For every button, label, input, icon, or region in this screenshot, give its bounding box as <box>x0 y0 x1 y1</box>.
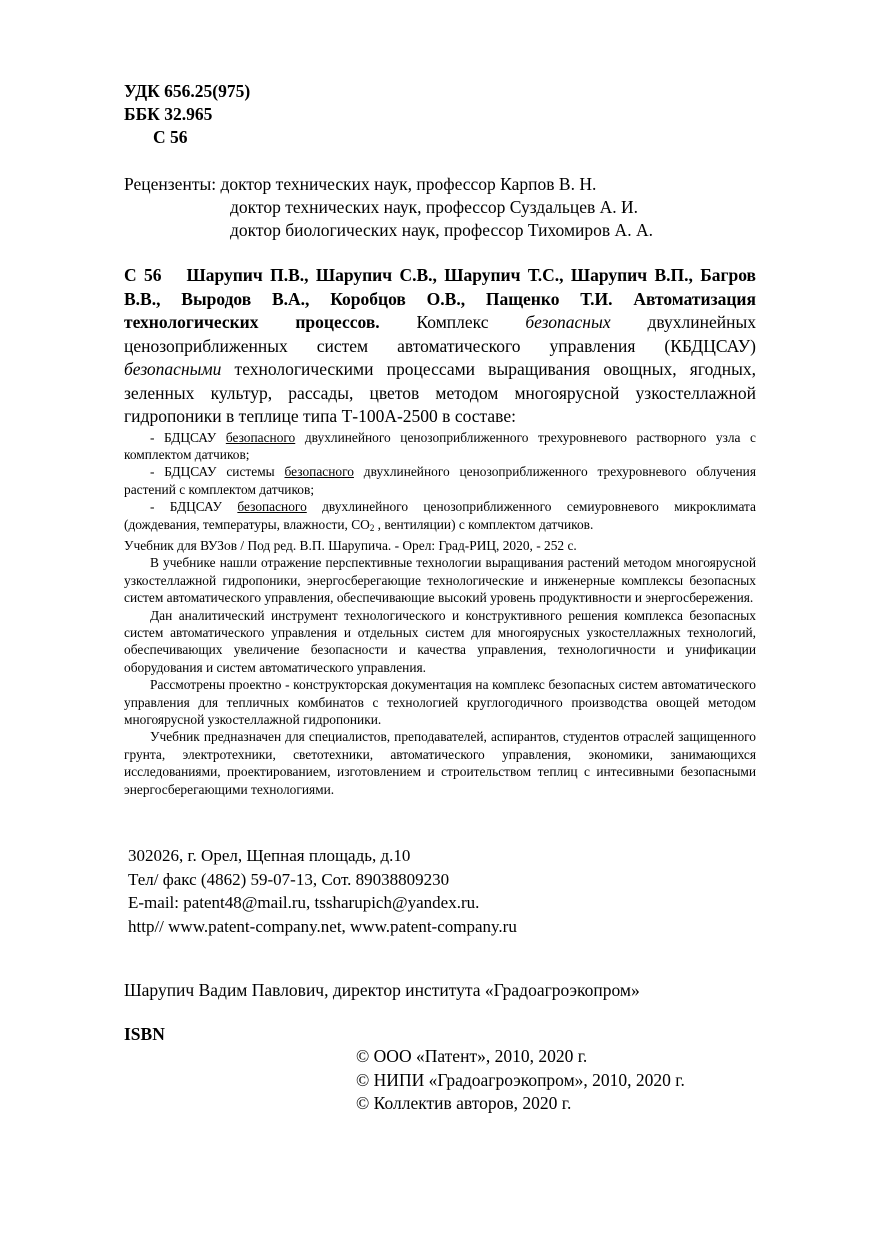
description-text: двухлинейных ценозоприближенных систем автоматического управления (КБДЦСАУ) <box>124 312 756 356</box>
abstract-heading <box>124 264 756 429</box>
copyright-line: © НИПИ «Градоагроэкопром», 2010, 2020 г. <box>356 1069 685 1090</box>
reviewers-block <box>124 173 824 242</box>
address: 302026, г. Орел, Щепная площадь, д.10 <box>128 846 411 865</box>
classification-codes <box>124 80 756 149</box>
phone: Тел/ факс (4862) 59-07-13, Сот. 89038809230 <box>128 869 450 889</box>
authors: Шарупич П.В., Шарупич С.В., Шарупич Т.С., Шарупич В.П., Багров В.В., Выродов В.А., Коробцов О.В., Пащенко Т.И. <box>124 265 756 309</box>
author-mark: С 56 <box>153 127 188 147</box>
publisher-note: Учебник для ВУЗов / Под ред. В.П. Шарупича. - Орел: Град-РИЦ, 2020, - 252 с. <box>124 537 577 553</box>
paragraph: В учебнике нашли отражение перспективные технологии выращивания растений методом многоярусной узкостеллажной гидропоники, энергосберегающие технологические и инженерные комплексы безопасных систем автоматического управления, обеспечивающие высокий уровень продуктивности и энергосбережения. <box>124 555 756 606</box>
paragraph: Учебник предназначен для специалистов, преподавателей, аспирантов, студентов отраслей защищенного грунта, электротехники, светотехники, автоматического управления, экономики, занимающихся исследованиями, проектированием, изготовлением и строительством теплиц с интесивными безопасными энергосберегающими технологиями. <box>124 729 756 797</box>
isbn-label: ISBN <box>124 1024 165 1044</box>
abstract-block <box>124 264 756 798</box>
description-emphasis: безопасных <box>525 312 611 332</box>
copyright-block <box>356 1045 836 1116</box>
components-list <box>124 429 756 799</box>
director-line: Шарупич Вадим Павлович, директор института «Градоагроэкопром» <box>124 980 640 1000</box>
copyright-line: © Коллектив авторов, 2020 г. <box>356 1093 572 1113</box>
udk-code: УДК 656.25(975) <box>124 81 251 101</box>
paragraph: Дан аналитический инструмент технологического и конструктивного решения комплекса безопасных систем автоматического управления и отдельных систем для многоярусных узкостеллажных технологий, обеспечивающих увеличение безопасности и качества управления, технологичности и унификации оборудования и систем автоматического управления. <box>124 607 756 675</box>
description-emphasis: безопасными <box>124 359 222 379</box>
description-text: технологическими процессами выращивания овощных, ягодных, зеленных культур, рассады, цветов методом многоярусной узкостеллажной гидропоники в теплице типа Т-100А-2500 в составе: <box>124 359 756 426</box>
abstract-code: С 56 <box>124 265 162 285</box>
list-item: - БДЦСАУ безопасного двухлинейного ценозоприближенного трехуровневого растворного узла с комплектом датчиков; <box>124 429 756 462</box>
bbk-code: ББК 32.965 <box>124 104 213 124</box>
contacts-block <box>128 844 828 938</box>
list-item: - БДЦСАУ системы безопасного двухлинейного ценозоприближенного трехуровневого облучения растений с комплектом датчиков; <box>124 464 756 497</box>
reviewers-label: Рецензенты: <box>124 174 217 194</box>
paragraph: Рассмотрены проектно - конструкторская документация на комплекс безопасных систем автоматического управления для тепличных комбинатов с технологией круглогодичного производства овощей методом многоярусной узкостеллажной гидропоники. <box>124 677 756 727</box>
copyright-line: © ООО «Патент», 2010, 2020 г. <box>356 1046 588 1066</box>
list-item: - БДЦСАУ безопасного двухлинейного ценозоприближенного семиуровневого микроклимата (дождевания, температуры, влажности, $CO_2$ , вентиляции) с комплектом датчиков. <box>124 499 756 533</box>
reviewer-3: доктор биологических наук, профессор Тихомиров А. А. <box>230 220 653 240</box>
description-text: Комплекс <box>379 312 526 332</box>
reviewer-2: доктор технических наук, профессор Суздальцев А. И. <box>230 197 639 217</box>
website: http// www.patent-company.net, www.patent-company.ru <box>128 916 517 936</box>
book-title: Автоматизация технологических процессов. <box>124 288 756 332</box>
reviewer-1: доктор технических наук, профессор Карпов В. Н. <box>220 174 597 194</box>
email: E-mail: patent48@mail.ru, tssharupich@yandex.ru. <box>128 893 480 912</box>
